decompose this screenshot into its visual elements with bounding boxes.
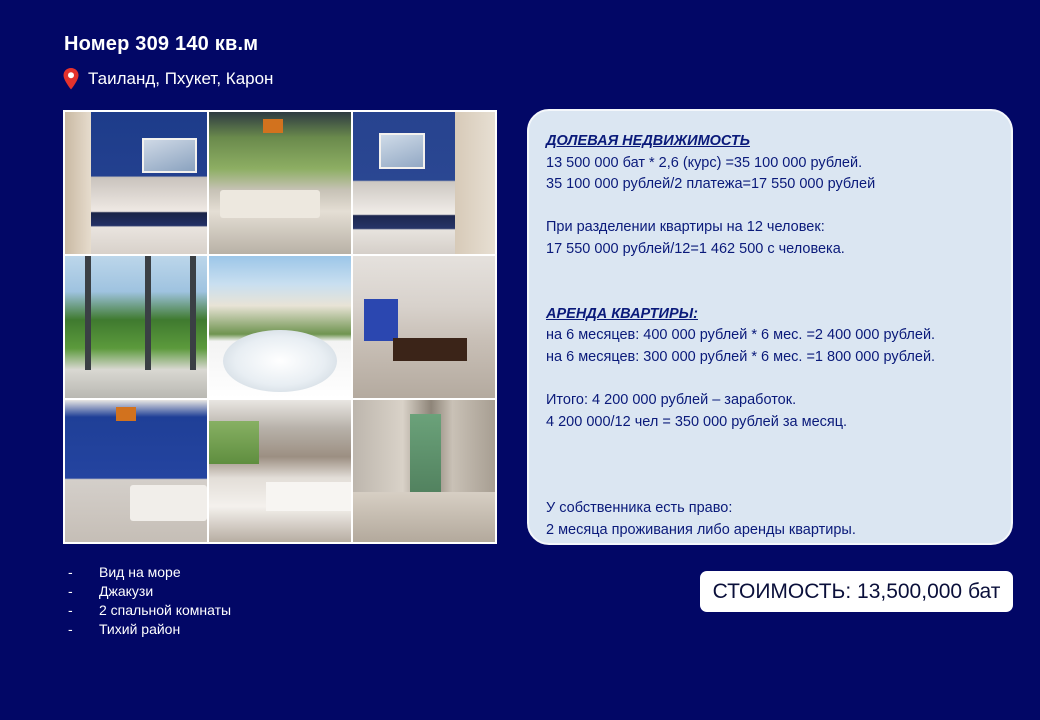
info-line: При разделении квартиры на 12 человек:: [546, 219, 825, 236]
location-text: Таиланд, Пхукет, Карон: [88, 69, 274, 88]
investment-info-card: [527, 109, 1013, 545]
info-line: 17 550 000 рублей/12=1 462 500 с человека.: [546, 240, 845, 257]
info-line: 4 200 000/12 чел = 350 000 рублей за месяц.: [546, 413, 848, 430]
list-item: - Тихий район: [68, 621, 181, 637]
location: [62, 67, 273, 91]
shared-ownership-heading: ДОЛЕВАЯ НЕДВИЖИМОСТЬ: [546, 133, 750, 149]
balcony-view-photo[interactable]: [65, 256, 207, 398]
info-line: У собственника есть право:: [546, 500, 733, 517]
info-line: 2 месяца проживания либо аренды квартиры.: [546, 521, 856, 538]
rent-heading: АРЕНДА КВАРТИРЫ:: [546, 305, 698, 322]
price-badge: СТОИМОСТЬ: 13,500,000 бат: [700, 571, 1013, 612]
bathroom-photo[interactable]: [353, 400, 495, 542]
list-item: - Джакузи: [68, 583, 154, 599]
features-list: [68, 563, 231, 639]
twin-bedroom-photo[interactable]: [353, 112, 495, 254]
list-item: - Вид на море: [68, 564, 181, 580]
info-line: на 6 месяцев: 400 000 рублей * 6 мес. =2 400 000 рублей.: [546, 327, 936, 344]
photo-gallery: [63, 110, 497, 544]
jacuzzi-photo[interactable]: [209, 256, 351, 398]
living-room-photo[interactable]: [209, 112, 351, 254]
map-pin-icon: [62, 67, 80, 91]
kitchen-photo[interactable]: [209, 400, 351, 542]
info-line: 35 100 000 рублей/2 платежа=17 550 000 рублей: [546, 176, 876, 193]
dining-area-photo[interactable]: [353, 256, 495, 398]
info-line: на 6 месяцев: 300 000 рублей * 6 мес. =1 800 000 рублей.: [546, 348, 936, 365]
page-title: Номер 309 140 кв.м: [64, 33, 259, 55]
info-line: Итого: 4 200 000 рублей – заработок.: [546, 392, 797, 409]
bedroom-photo[interactable]: [65, 112, 207, 254]
info-line: 13 500 000 бат * 2,6 (курс) =35 100 000 рублей.: [546, 154, 863, 171]
living-room-blue-wall-photo[interactable]: [65, 400, 207, 542]
list-item: - 2 спальной комнаты: [68, 602, 232, 618]
